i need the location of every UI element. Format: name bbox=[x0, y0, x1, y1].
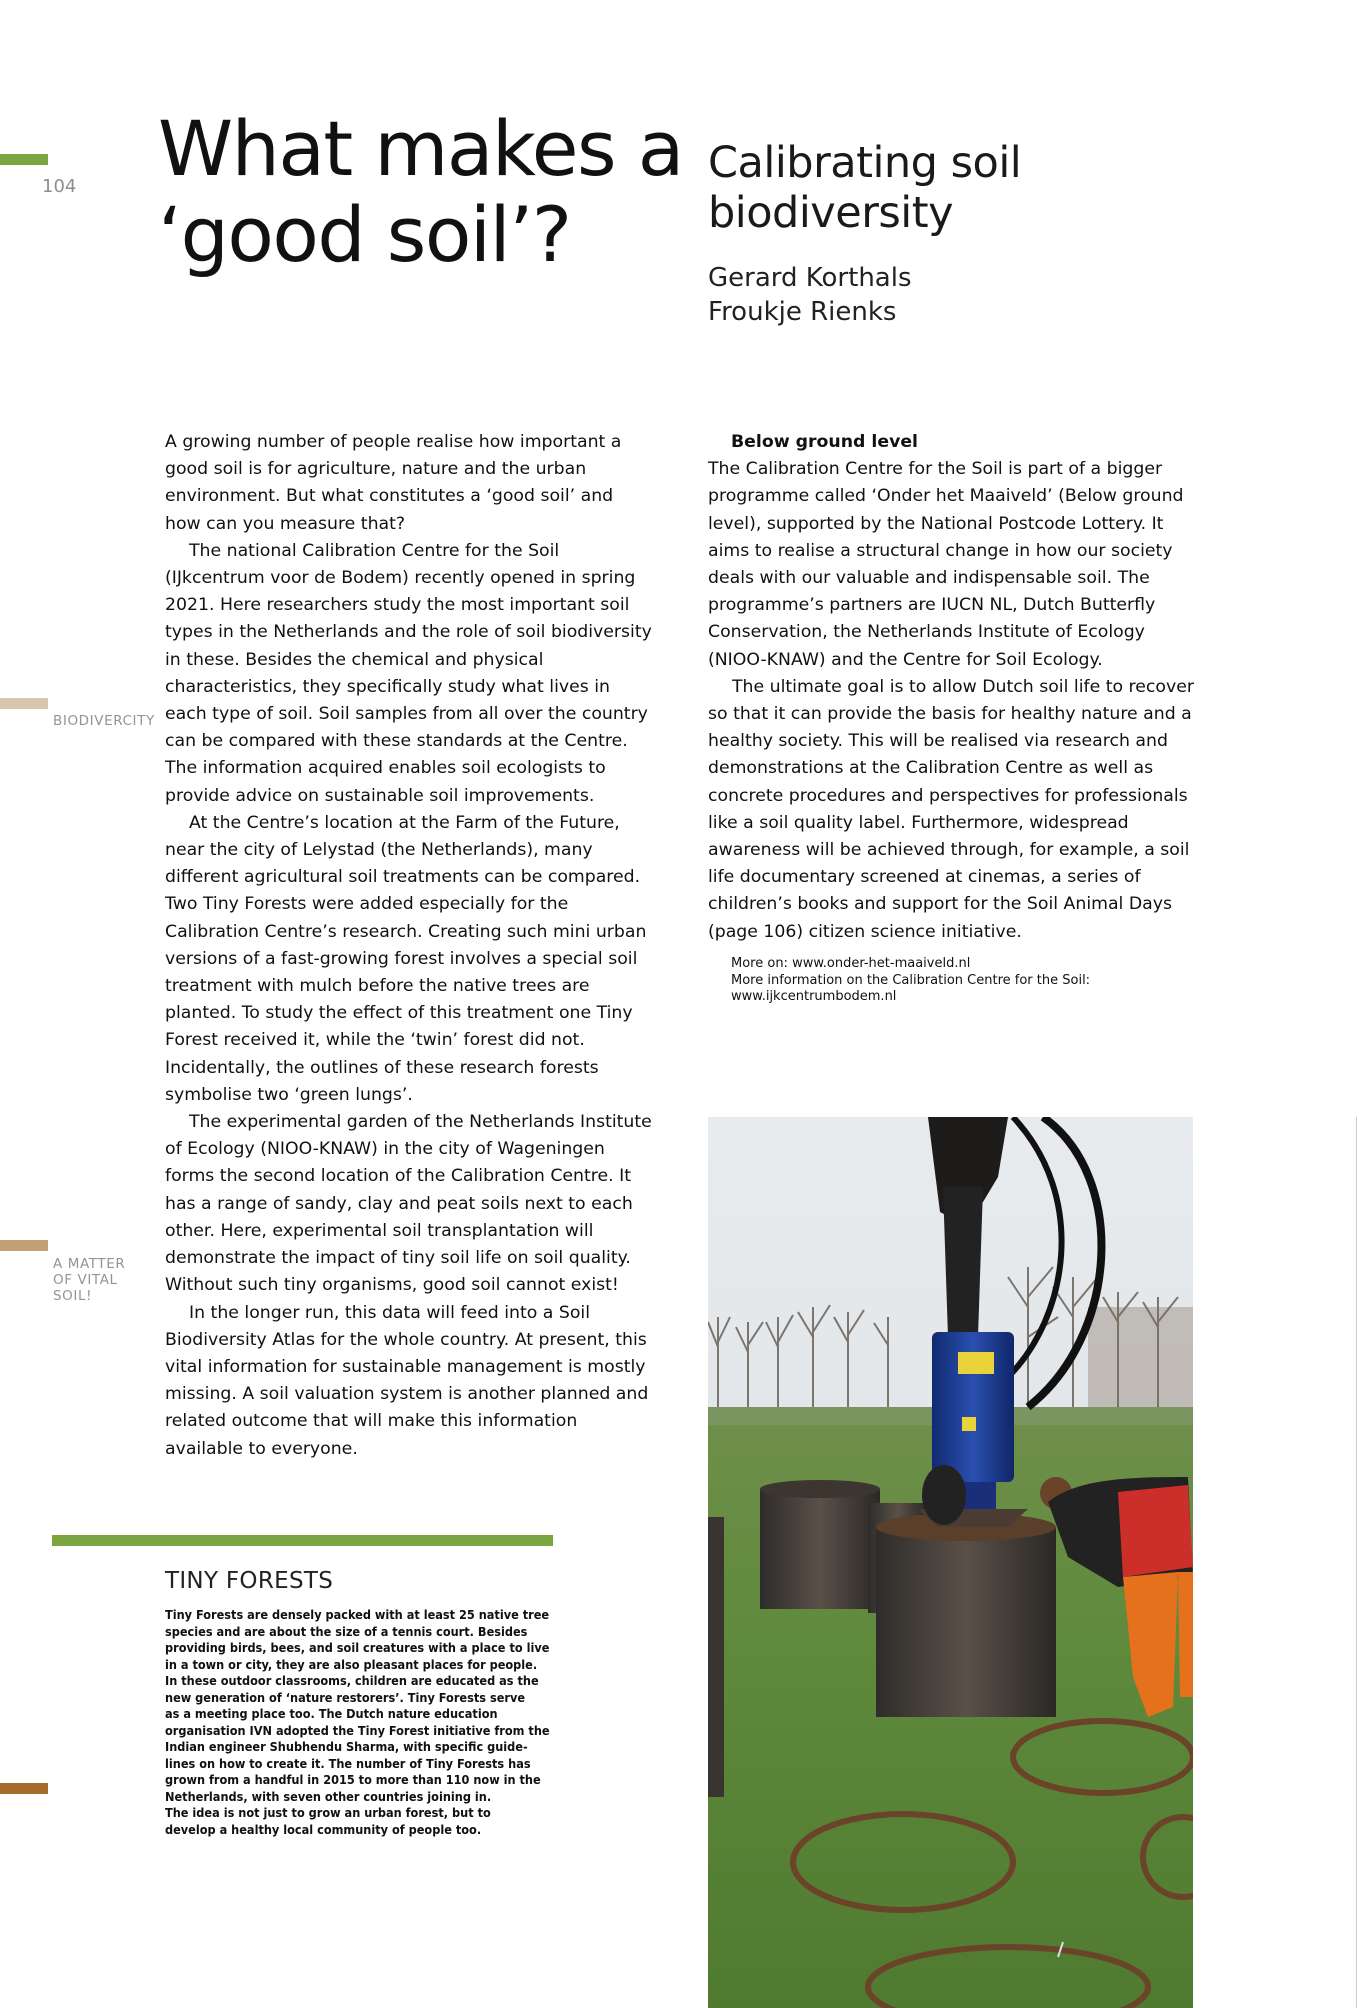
box-line: In these outdoor classrooms, children are educated as the bbox=[165, 1673, 539, 1688]
box-line: lines on how to create it. The number of Tiny Forests has bbox=[165, 1755, 531, 1771]
box-line: develop a healthy local community of people too. bbox=[165, 1821, 482, 1837]
box-green-bar bbox=[52, 1535, 553, 1546]
beige-margin-bar bbox=[0, 698, 48, 709]
left-column bbox=[165, 429, 652, 1463]
side-label-vital-soil: A MATTER OF VITAL SOIL! bbox=[53, 1256, 126, 1304]
side-label-biodiversity: BIODIVERCITY bbox=[53, 713, 155, 729]
box-line: providing birds, bees, and soil creatures with a place to live bbox=[165, 1640, 550, 1655]
box-body bbox=[165, 1607, 565, 1838]
box-line: grown from a handful in 2015 to more than 110 now in the bbox=[165, 1772, 541, 1787]
box-line: species and are about the size of a tennis court. Besides bbox=[165, 1623, 528, 1639]
body-paragraph: The Calibration Centre for the Soil is part of a bigger programme called ‘Onder het Maaiveld’ (Below ground level), supported by the National Postcode Lottery. It aims to realise a structural change in how our society deals with our valuable and indispensable soil. The programme’s partners are IUCN NL, Dutch Butterfly Conservation, the Netherlands Institute of Ecology (NIOO-KNAW) and the Centre for Soil Ecology. bbox=[708, 459, 1184, 670]
box-line: Tiny Forests are densely packed with at least 25 native tree bbox=[165, 1607, 550, 1622]
field-photo bbox=[708, 1117, 1193, 2008]
body-paragraph: In the longer run, this data will feed into a Soil Biodiversity Atlas for the whole country. At present, this vital information for sustainable management is mostly missing. A soil valuation system is another planned and related outcome that will make this information available to everyone. bbox=[165, 1302, 649, 1459]
article-title: Calibrating soil biodiversity bbox=[708, 138, 1022, 238]
more-info-line: More information on the Calibration Centre for the Soil: bbox=[731, 972, 1091, 988]
box-line: new generation of ‘nature restorers’. Tiny Forests serve bbox=[165, 1689, 526, 1705]
box-line: The idea is not just to grow an urban forest, but to bbox=[165, 1805, 491, 1820]
body-paragraph: The experimental garden of the Netherlands Institute of Ecology (NIOO-KNAW) in the city of Wageningen forms the second location of the Calibration Centre. It has a range of sandy, clay and peat soils next to each other. Here, experimental soil transplantation will demonstrate the impact of tiny soil life on soil quality. Without such tiny organisms, good soil cannot exist! bbox=[165, 1112, 652, 1296]
page-number: 104 bbox=[42, 176, 77, 197]
more-info bbox=[731, 956, 1171, 1006]
more-info-line: More on: www.onder-het-maaiveld.nl bbox=[731, 956, 971, 971]
section-subheading: Below ground level bbox=[731, 432, 918, 452]
body-paragraph: The national Calibration Centre for the Soil (IJkcentrum voor de Bodem) recently opened in spring 2021. Here researchers study the most important soil types in the Netherlands and the role of soil biodiversity in these. Besides the chemical and physical characteristics, they specifically study what lives in each type of soil. Soil samples from all over the country can be compared with these standards at the Centre. The information acquired enables soil ecologists to provide advice on sustainable soil improvements. bbox=[165, 540, 652, 806]
body-paragraph: The ultimate goal is to allow Dutch soil life to recover so that it can provide the basis for healthy nature and a healthy society. This will be realised via research and demonstrations at the Calibration Centre as well as concrete procedures and perspectives for professionals like a soil quality label. Furthermore, widespread awareness will be achieved through, for example, a soil life documentary screened at cinemas, a series of children’s books and support for the Soil Animal Days (page 106) citizen science initiative. bbox=[708, 676, 1194, 942]
box-line: as a meeting place too. The Dutch nature education bbox=[165, 1706, 498, 1721]
author-name: Froukje Rienks bbox=[708, 297, 897, 327]
box-line: Netherlands, with seven other countries joining in. bbox=[165, 1788, 492, 1804]
right-column bbox=[708, 429, 1198, 946]
box-line: organisation IVN adopted the Tiny Forest initiative from the bbox=[165, 1722, 550, 1738]
box-title: TINY FORESTS bbox=[165, 1568, 334, 1594]
page-edge-divider bbox=[1356, 1117, 1357, 2008]
author-name: Gerard Korthals bbox=[708, 263, 912, 293]
brown-margin-bar bbox=[0, 1783, 48, 1794]
authors bbox=[708, 261, 912, 329]
green-margin-bar bbox=[0, 154, 48, 165]
tan-margin-bar bbox=[0, 1240, 48, 1251]
body-paragraph: A growing number of people realise how important a good soil is for agriculture, nature and the urban environment. But what constitutes a ‘good soil’ and how can you measure that? bbox=[165, 432, 622, 534]
box-line: in a town or city, they are also pleasant places for people. bbox=[165, 1656, 538, 1672]
box-line: Indian engineer Shubhendu Sharma, with specific guide- bbox=[165, 1739, 528, 1754]
body-paragraph: At the Centre’s location at the Farm of the Future, near the city of Lelystad (the Netherlands), many different agricultural soil treatments can be compared. Two Tiny Forests were added especially for the Calibration Centre’s research. Creating such mini urban versions of a fast-growing forest involves a special soil treatment with mulch before the native trees are planted. To study the effect of this treatment one Tiny Forest received it, while the ‘twin’ forest did not. Incidentally, the outlines of these research forests symbolise two ‘green lungs’. bbox=[165, 812, 647, 1105]
more-info-line: www.ijkcentrumbodem.nl bbox=[731, 989, 897, 1004]
main-title: What makes a ‘good soil’? bbox=[158, 104, 683, 279]
